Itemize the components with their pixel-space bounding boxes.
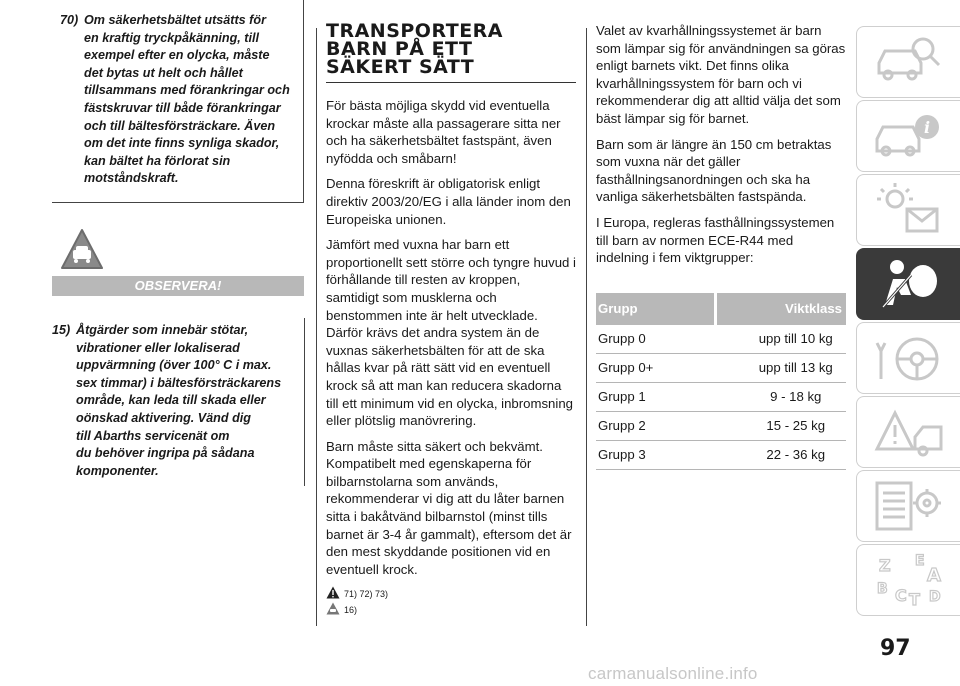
table-row: [596, 325, 846, 354]
seatbelt-airbag-icon: [871, 255, 947, 313]
weight-cell: 9 - 18 kg: [716, 382, 847, 411]
observera-heading: OBSERVERA!: [52, 276, 304, 296]
paragraph: I Europa, regleras fasthållningssystemen till barn av normen ECE-R44 med indelning i fem viktgrupper:: [596, 214, 835, 266]
column-divider: [586, 28, 587, 626]
group-cell: Grupp 0: [596, 325, 716, 354]
table-row: [596, 411, 846, 440]
page-number: 97: [880, 636, 911, 661]
left-column: [52, 0, 304, 203]
tab-car-magnifier[interactable]: [856, 26, 960, 98]
index-letter: D: [929, 589, 941, 605]
car-magnifier-icon: [871, 33, 947, 91]
index-letter: E: [915, 553, 925, 569]
tab-maintenance-list[interactable]: [856, 470, 960, 542]
weight-cell: upp till 10 kg: [716, 325, 847, 354]
tab-car-info[interactable]: [856, 100, 960, 172]
warning-triangle-icon: [326, 586, 340, 599]
note-15-line: sex timmar) i bältesförsträckarens: [76, 375, 282, 390]
note-70: [52, 0, 304, 203]
alphabet-index-icon: [871, 551, 947, 609]
tab-steering-wrench[interactable]: [856, 322, 960, 394]
column-header-group: Grupp: [596, 293, 716, 325]
paragraph: Barn som är längre än 150 cm betraktas som vuxna när det gäller fasthållningsanordningen och ska ha vanliga säkerhetsbälten fastspända.: [596, 136, 832, 205]
svg-text:i: i: [923, 118, 931, 137]
tab-specs-gear[interactable]: [856, 544, 960, 616]
note-70-line: Om säkerhetsbältet utsätts för: [84, 13, 266, 27]
note-70-line: tillsammans med förankringar och: [84, 83, 290, 98]
weight-group-table: [596, 293, 846, 470]
note-70-line: exempel efter en olycka, måste: [84, 48, 270, 63]
reference-numbers: 71) 72) 73): [344, 589, 389, 600]
warning-reference: [326, 586, 576, 599]
table-row: [596, 440, 846, 469]
note-15-number: 15): [52, 323, 71, 337]
column-header-weight: Viktklass: [716, 293, 847, 325]
table-row: [596, 382, 846, 411]
note-70-line: kan bältet ha förlorat sin: [84, 153, 231, 168]
note-15-line: till Abarths servicenät om: [76, 428, 230, 443]
note-70-line: det bytas ut helt och hållet: [84, 65, 243, 80]
note-70-line: om det inte finns synliga skador,: [84, 136, 280, 151]
car-skid-warning-icon: [60, 228, 104, 270]
right-column: [596, 22, 846, 470]
maintenance-list-icon: [871, 477, 947, 535]
paragraph: Denna föreskrift är obligatorisk enligt direktiv 2003/20/EG i alla länder inom den Europeiska unionen.: [326, 176, 571, 227]
tab-dashboard-lights[interactable]: [856, 174, 960, 246]
middle-column: [326, 22, 576, 618]
note-70-number: 70): [60, 13, 79, 27]
note-15-body: [52, 318, 304, 480]
weight-cell: upp till 13 kg: [716, 353, 847, 382]
weight-cell: 15 - 25 kg: [716, 411, 847, 440]
table-row: [596, 353, 846, 382]
caution-triangle-icon: [326, 602, 340, 615]
group-cell: Grupp 0+: [596, 353, 716, 382]
section-title-line: TRANSPORTERA: [326, 20, 504, 42]
group-cell: Grupp 2: [596, 411, 716, 440]
note-15-line: oönskad aktivering. Vänd dig: [76, 410, 251, 425]
section-title: [326, 22, 576, 83]
watermark: carmanualsonline.info: [588, 664, 758, 683]
note-70-body: [60, 12, 295, 188]
note-15-line: vibrationer eller lokaliserad: [76, 340, 240, 355]
paragraph: För bästa möjliga skydd vid eventuella krockar måste alla passagerare sitta ner och ha säkerhetsbältet fastspänt, även nyfödda och småbarn!: [326, 98, 561, 166]
note-15-line: område, kan leda till skada eller: [76, 393, 266, 408]
index-letter: Z: [879, 556, 891, 575]
table-header-row: [596, 293, 846, 325]
index-letter: B: [877, 581, 888, 597]
dashboard-lights-icon: [871, 181, 947, 239]
section-title-line: SÄKERT SÄTT: [326, 56, 475, 78]
weight-cell: 22 - 36 kg: [716, 440, 847, 469]
caution-reference: [326, 602, 576, 615]
group-cell: Grupp 1: [596, 382, 716, 411]
group-cell: Grupp 3: [596, 440, 716, 469]
section-title-line: BARN PÅ ETT: [326, 38, 473, 60]
index-letter: C: [895, 586, 907, 605]
index-letter: A: [927, 565, 941, 586]
paragraph: Barn måste sitta säkert och bekvämt. Kompatibelt med egenskaperna för bilbarnstolarna som används, rekommenderar vi dig att du låter barnen sitta i bakåtvänd bilbarnstol (minst tills barnet är 3-4 år gammalt), eftersom det är den mest skyddande positionen vid en eventuell krock.: [326, 438, 572, 577]
note-15-line: komponenter.: [76, 463, 159, 478]
note-70-line: fästskruvar till både förankringar: [84, 100, 281, 115]
column-divider: [316, 28, 317, 626]
tab-seatbelt-airbag[interactable]: [856, 248, 960, 320]
tab-tow-warning[interactable]: [856, 396, 960, 468]
note-70-line: och till bältesförsträckare. Även: [84, 118, 276, 133]
note-70-line: en kraftig tryckpåkänning, till: [84, 30, 259, 45]
note-15-line: Åtgärder som innebär stötar,: [76, 323, 249, 337]
note-15-line: du behöver ingripa på sådana: [76, 446, 255, 461]
note-15-line: uppvärmning (över 100° C i max.: [76, 358, 272, 373]
paragraph: Jämfört med vuxna har barn ett proportionellt sett större och tyngre huvud i förhållande till resten av kroppen, samtidigt som musklerna och benstommen inte är helt utvecklade. Därför krävs det andra system än de vuxnas säkerhetsbälten för att de ska hållas kvar på rätt sätt vid en eventuell krock så att man kan reducera skadorna till ett minimum vid en olycka, inbromsning eller plötslig manövrering.: [326, 237, 576, 429]
note-70-line: motståndskraft.: [84, 171, 179, 186]
paragraph: Valet av kvarhållningssystemet är barn som lämpar sig för användningen sa göras enligt barnets vikt. Det finns olika kvarhållningssystem för barn och vi rekommenderar dig att alltid välja det som bäst lämpar sig för barnet.: [596, 23, 846, 126]
car-info-icon: [871, 107, 947, 165]
reference-numbers: 16): [344, 605, 358, 616]
note-15: [52, 318, 305, 486]
steering-wrench-icon: [871, 329, 947, 387]
tow-warning-icon: [871, 403, 947, 461]
index-letter: T: [909, 590, 920, 609]
